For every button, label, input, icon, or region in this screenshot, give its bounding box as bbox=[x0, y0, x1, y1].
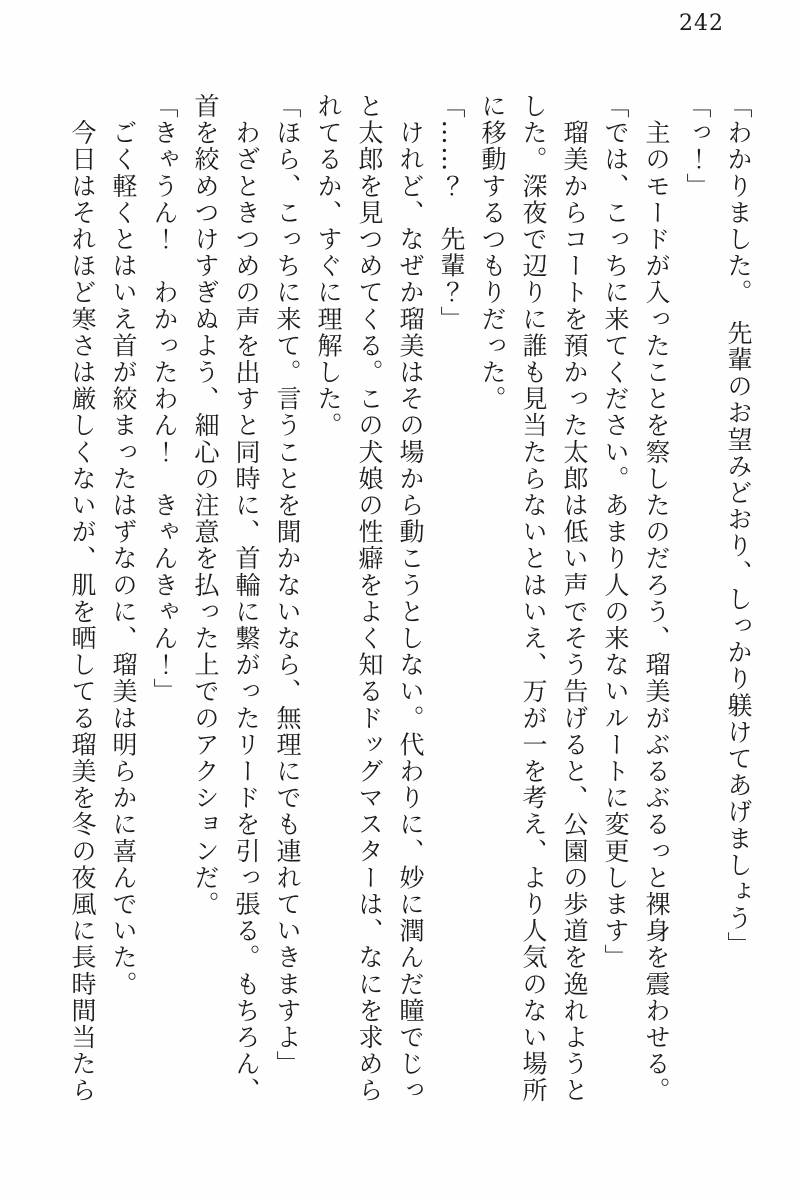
text-column: 「ほら、こっちに来て。言うことを聞かないなら、無理にでも連れていきますよ」 bbox=[273, 93, 302, 1078]
text-column: ごく軽くとはいえ首が絞まったはずなのに、瑠美は明らかに喜んでいた。 bbox=[109, 93, 138, 998]
text-column: 「きゃうん！ わかったわん！ きゃんきゃん！」 bbox=[150, 93, 179, 705]
text-column: 「っ！」 bbox=[683, 93, 712, 200]
page-number: 242 bbox=[679, 11, 724, 36]
text-column: 「……？ 先輩？」 bbox=[437, 93, 466, 333]
text-column: 首を絞めつけすぎぬよう、細心の注意を払った上でのアクションだ。 bbox=[191, 93, 220, 918]
text-column: 主のモードが入ったことを察したのだろう、瑠美がぶるぶるっと裸身を震わせる。 bbox=[642, 93, 671, 1104]
text-column: れてるか、すぐに理解した。 bbox=[314, 93, 343, 439]
text-column: 瑠美からコートを預かった太郎は低い声でそう告げると、公園の歩道を逸れようと bbox=[560, 93, 589, 1104]
text-column: と太郎を見つめてくる。この犬娘の性癖をよく知るドッグマスターは、なにを求めら bbox=[355, 93, 384, 1104]
text-column: した。深夜で辺りに誰も見当たらないとはいえ、万が一を考え、より人気のない場所 bbox=[519, 93, 548, 1104]
text-column: 「では、こっちに来てください。あまり人の来ないルートに変更します」 bbox=[601, 93, 630, 971]
text-block bbox=[69, 93, 752, 1104]
text-column: に移動するつもりだった。 bbox=[478, 93, 507, 413]
text-column: けれど、なぜか瑠美はその場から動こうとしない。代わりに、妙に潤んだ瞳でじっ bbox=[396, 93, 425, 1104]
text-column: 今日はそれほど寒さは厳しくないが、肌を晒してる瑠美を冬の夜風に長時間当たら bbox=[68, 93, 97, 1104]
text-column: わざときつめの声を出すと同時に、首輪に繋がったリードを引っ張る。もちろん、 bbox=[232, 93, 261, 1104]
text-column: 「わかりました。 先輩のお望みどおり、しっかり躾けてあげましょう」 bbox=[724, 93, 753, 959]
